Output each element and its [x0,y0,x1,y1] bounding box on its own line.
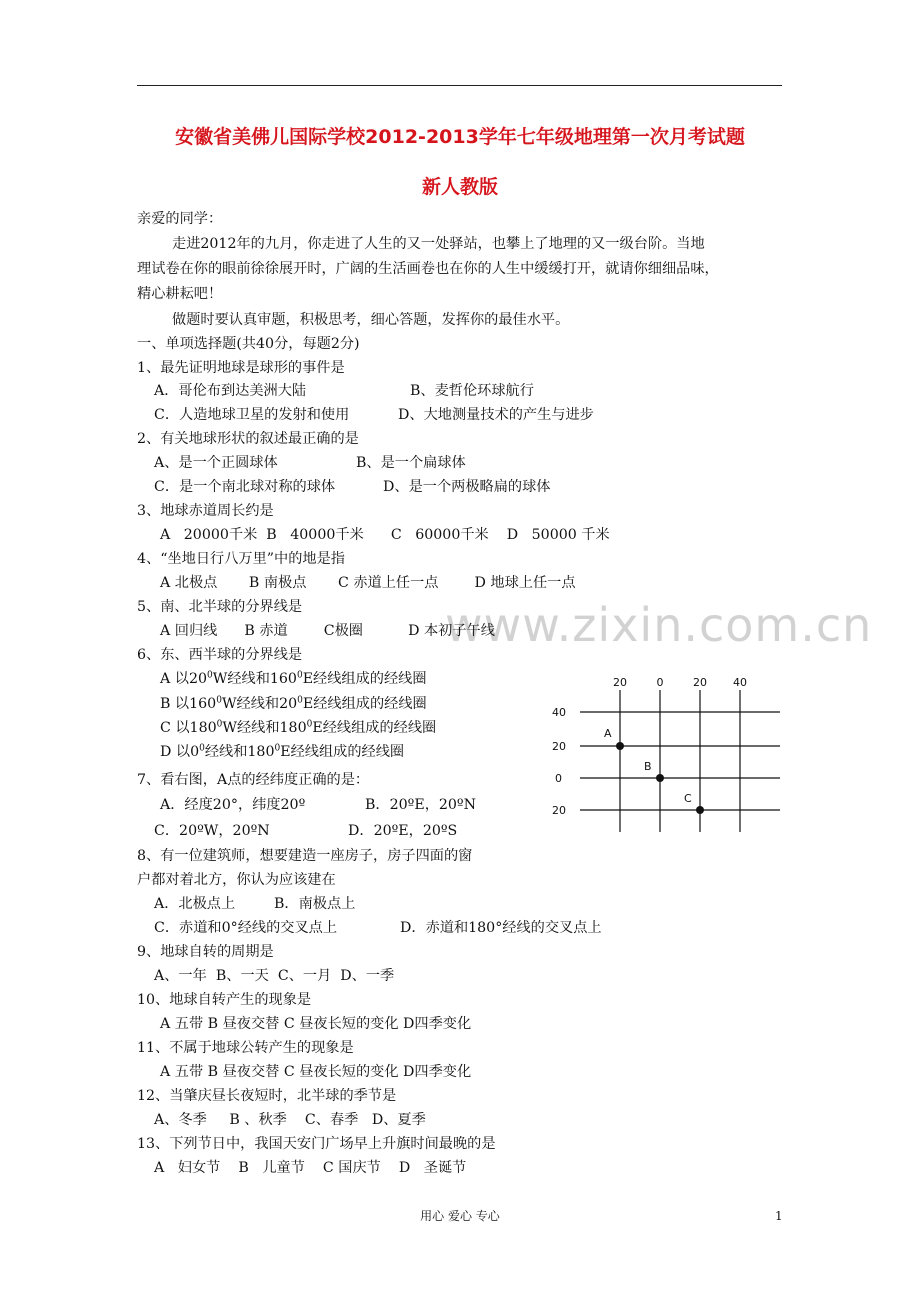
q4-options: A 北极点 B 南极点 C 赤道上任一点 D 地球上任一点 [160,575,576,591]
intro-line-1: 走进2012年的九月，你走进了人生的又一处驿站，也攀上了地理的又一级台阶。当地 [172,236,705,252]
q7-option-d: D．20ºE，20ºS [348,823,458,839]
q6-stem: 6、东、西半球的分界线是 [137,647,303,663]
q2-option-a: A、是一个正圆球体 [154,455,278,471]
intro-line-3: 精心耕耘吧！ [137,286,223,302]
q1-stem: 1、最先证明地球是球形的事件是 [137,360,345,376]
q8-stem-cont: 户都对着北方，你认为应该建在 [137,872,336,888]
point-b-marker [656,774,664,782]
q5-options: A 回归线 B 赤道 C极圈 D 本初子午线 [160,623,495,639]
q8-option-c: C．赤道和0°经线的交叉点上 [154,920,338,936]
longitude-label: 20 [693,676,707,689]
latitude-label: 0 [555,772,562,785]
latitude-label: 20 [552,804,566,817]
q7-stem: 7、看右图，A点的经纬度正确的是： [137,772,370,788]
q9-options: A、一年 B、一天 C、一月 D、一季 [154,968,395,984]
lat-long-grid-figure [540,670,780,840]
exam-subtitle: 新人教版 [421,176,498,198]
greeting: 亲爱的同学： [137,211,223,227]
q6-option-c: C 以$180^0W$经线和$180^0E$经线组成的经线圈 [160,719,437,736]
q1-option-c: C．人造地球卫星的发射和使用 [154,407,350,423]
longitude-label: 0 [656,676,664,689]
q2-stem: 2、有关地球形状的叙述最正确的是 [137,431,359,447]
q12-stem: 12、当肇庆昼长夜短时，北半球的季节是 [137,1088,397,1104]
q4-stem: 4、“坐地日行八万里”中的地是指 [137,551,345,567]
q10-options: A 五带 B 昼夜交替 C 昼夜长短的变化 D四季变化 [160,1016,472,1032]
section-heading: 一、单项选择题(共40分，每题2分) [137,336,360,352]
longitude-label: 20 [613,676,627,689]
q5-stem: 5、南、北半球的分界线是 [137,599,303,615]
q3-options: A 20000千米 B 40000千米 C 60000千米 D 50000 千米 [160,527,610,543]
q9-stem: 9、地球自转的周期是 [137,944,274,960]
latitude-label: 20 [552,740,566,753]
q2-option-c: C．是一个南北球对称的球体 [154,479,336,495]
intro-line-2: 理试卷在你的眼前徐徐展开时，广阔的生活画卷也在你的人生中缓缓打开，就请你细细品味， [137,261,719,277]
q2-option-d: D、是一个两极略扁的球体 [383,479,551,495]
q13-stem: 13、下列节日中，我国天安门广场早上升旗时间最晚的是 [137,1136,496,1152]
header-rule [137,85,782,86]
q8-stem: 8、有一位建筑师，想要建造一座房子，房子四面的窗 [137,848,473,864]
q6-option-b: B 以$160^0W$经线和$20^0E$经线组成的经线圈 [160,695,427,712]
q1-option-d: D、大地测量技术的产生与进步 [398,407,594,423]
q10-stem: 10、地球自转产生的现象是 [137,992,312,1008]
point-c-marker [696,806,704,814]
point-b-label: B [644,760,652,773]
q8-option-b: B．南极点上 [274,896,356,912]
page-footer: 用心 爱心 专心 [420,1209,500,1223]
q7-option-b: B．20ºE，20ºN [365,797,477,813]
q1-option-a: A．哥伦布到达美洲大陆 [154,383,307,399]
q13-options: A 妇女节 B 儿童节 C 国庆节 D 圣诞节 [154,1160,467,1176]
q11-options: A 五带 B 昼夜交替 C 昼夜长短的变化 D四季变化 [160,1064,472,1080]
page-number: 1 [775,1209,783,1223]
q3-stem: 3、地球赤道周长约是 [137,503,274,519]
exam-title: 安徽省美佛儿国际学校2012-2013学年七年级地理第一次月考试题 [175,126,745,148]
point-c-label: C [684,792,692,805]
q12-options: A、冬季 B 、秋季 C、春季 D、夏季 [154,1112,426,1128]
q8-option-d: D．赤道和180°经线的交叉点上 [400,920,602,936]
q2-option-b: B、是一个扁球体 [356,455,466,471]
intro-line-4: 做题时要认真审题，积极思考，细心答题，发挥你的最佳水平。 [172,312,570,328]
longitude-label: 40 [733,676,747,689]
latitude-label: 40 [552,706,566,719]
q1-option-b: B、麦哲伦环球航行 [410,383,534,399]
q7-option-a: A．经度20°，纬度20º [160,797,306,813]
q11-stem: 11、不属于地球公转产生的现象是 [137,1040,354,1056]
q6-option-a: A 以$20^0W$经线和$160^0E$经线组成的经线圈 [160,670,427,687]
q6-option-d: D 以$0^0$经线和$180^0E$经线组成的经线圈 [160,743,405,760]
point-a-label: A [604,727,612,740]
q7-option-c: C．20ºW，20ºN [154,823,270,839]
watermark: www.zixin.com.cn [445,598,873,652]
q8-option-a: A．北极点上 [154,896,236,912]
point-a-marker [616,742,624,750]
